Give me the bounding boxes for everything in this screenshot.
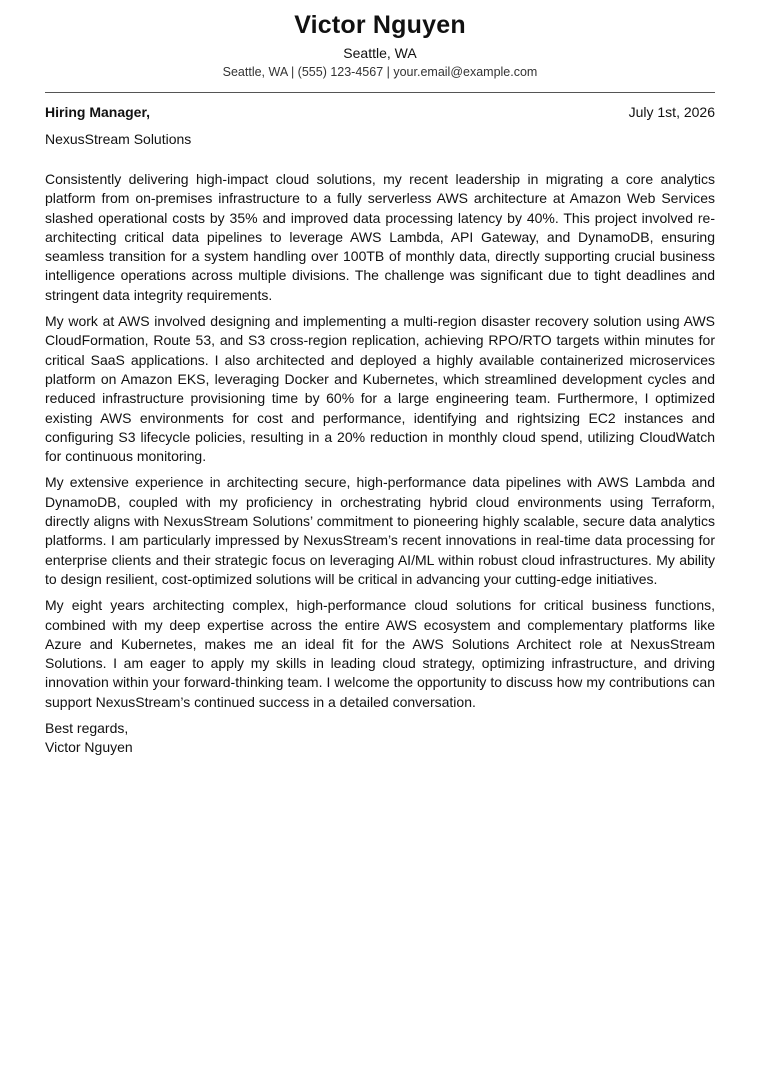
header-divider bbox=[45, 92, 715, 93]
body-paragraph-2: My work at AWS involved designing and implementing a multi-region disaster recovery solution using AWS CloudFormation, Route 53, and S3 cross-region replication, achieving RPO/RTO targets within minutes for critical SaaS applications. I also architected and deployed a highly available containerized microservices platform on Amazon EKS, leveraging Docker and Kubernetes, which streamlined development cycles and reduced infrastructure provisioning time by 60% for a large engineering team. Furthermore, I optimized existing AWS environments for cost and performance, identifying and rightsizing EC2 instances and configuring S3 lifecycle policies, resulting in a 20% reduction in monthly cloud spend, utilizing CloudWatch for continuous monitoring. bbox=[45, 313, 715, 465]
letter-body bbox=[45, 170, 715, 712]
closing-phrase: Best regards, bbox=[45, 720, 129, 737]
applicant-name: Victor Nguyen bbox=[294, 11, 466, 39]
applicant-contact-line: Seattle, WA | (555) 123-4567 | your.email@example.com bbox=[222, 65, 538, 79]
letter-date: July 1st, 2026 bbox=[628, 104, 715, 120]
body-paragraph-3: My extensive experience in architecting secure, high-performance data pipelines with AWS Lambda and DynamoDB, coupled with my proficiency in orchestrating hybrid cloud environments using Terraform, directly aligns with NexusStream Solutions’ commitment to pioneering highly scalable, secure data analytics platforms. I am particularly impressed by NexusStream’s recent innovations in real-time data processing for enterprise clients and their strategic focus on leveraging AI/ML within robust cloud infrastructures. My ability to design resilient, cost-optimized solutions will be critical in advancing your cutting-edge initiatives. bbox=[45, 474, 715, 587]
body-paragraph-1: Consistently delivering high-impact cloud solutions, my recent leadership in migrating a core analytics platform from on-premises infrastructure to a fully serverless AWS architecture at Amazon Web Services slashed operational costs by 35% and improved data processing latency by 40%. This project involved re-architecting critical data pipelines to leverage AWS Lambda, API Gateway, and DynamoDB, ensuring seamless transition for a system handling over 100TB of monthly data, directly supporting crucial business intelligence operations across multiple divisions. The challenge was significant due to tight deadlines and stringent data integrity requirements. bbox=[45, 171, 715, 303]
recipient-company: NexusStream Solutions bbox=[45, 131, 192, 147]
recipient-salutation: Hiring Manager, bbox=[45, 104, 151, 120]
letter-meta-row bbox=[45, 103, 715, 121]
applicant-location: Seattle, WA bbox=[343, 45, 417, 61]
signature-name: Victor Nguyen bbox=[45, 739, 133, 756]
letter-closing bbox=[45, 719, 715, 757]
body-paragraph-4: My eight years architecting complex, high-performance cloud solutions for critical business functions, combined with my deep expertise across the entire AWS ecosystem and complementary platforms like Azure and Kubernetes, makes me an ideal fit for the AWS Solutions Architect role at NexusStream Solutions. I am eager to apply my skills in leading cloud strategy, optimizing infrastructure, and driving innovation within your forward-thinking team. I welcome the opportunity to discuss how my contributions can support NexusStream’s continued success in a detailed conversation. bbox=[45, 597, 715, 710]
